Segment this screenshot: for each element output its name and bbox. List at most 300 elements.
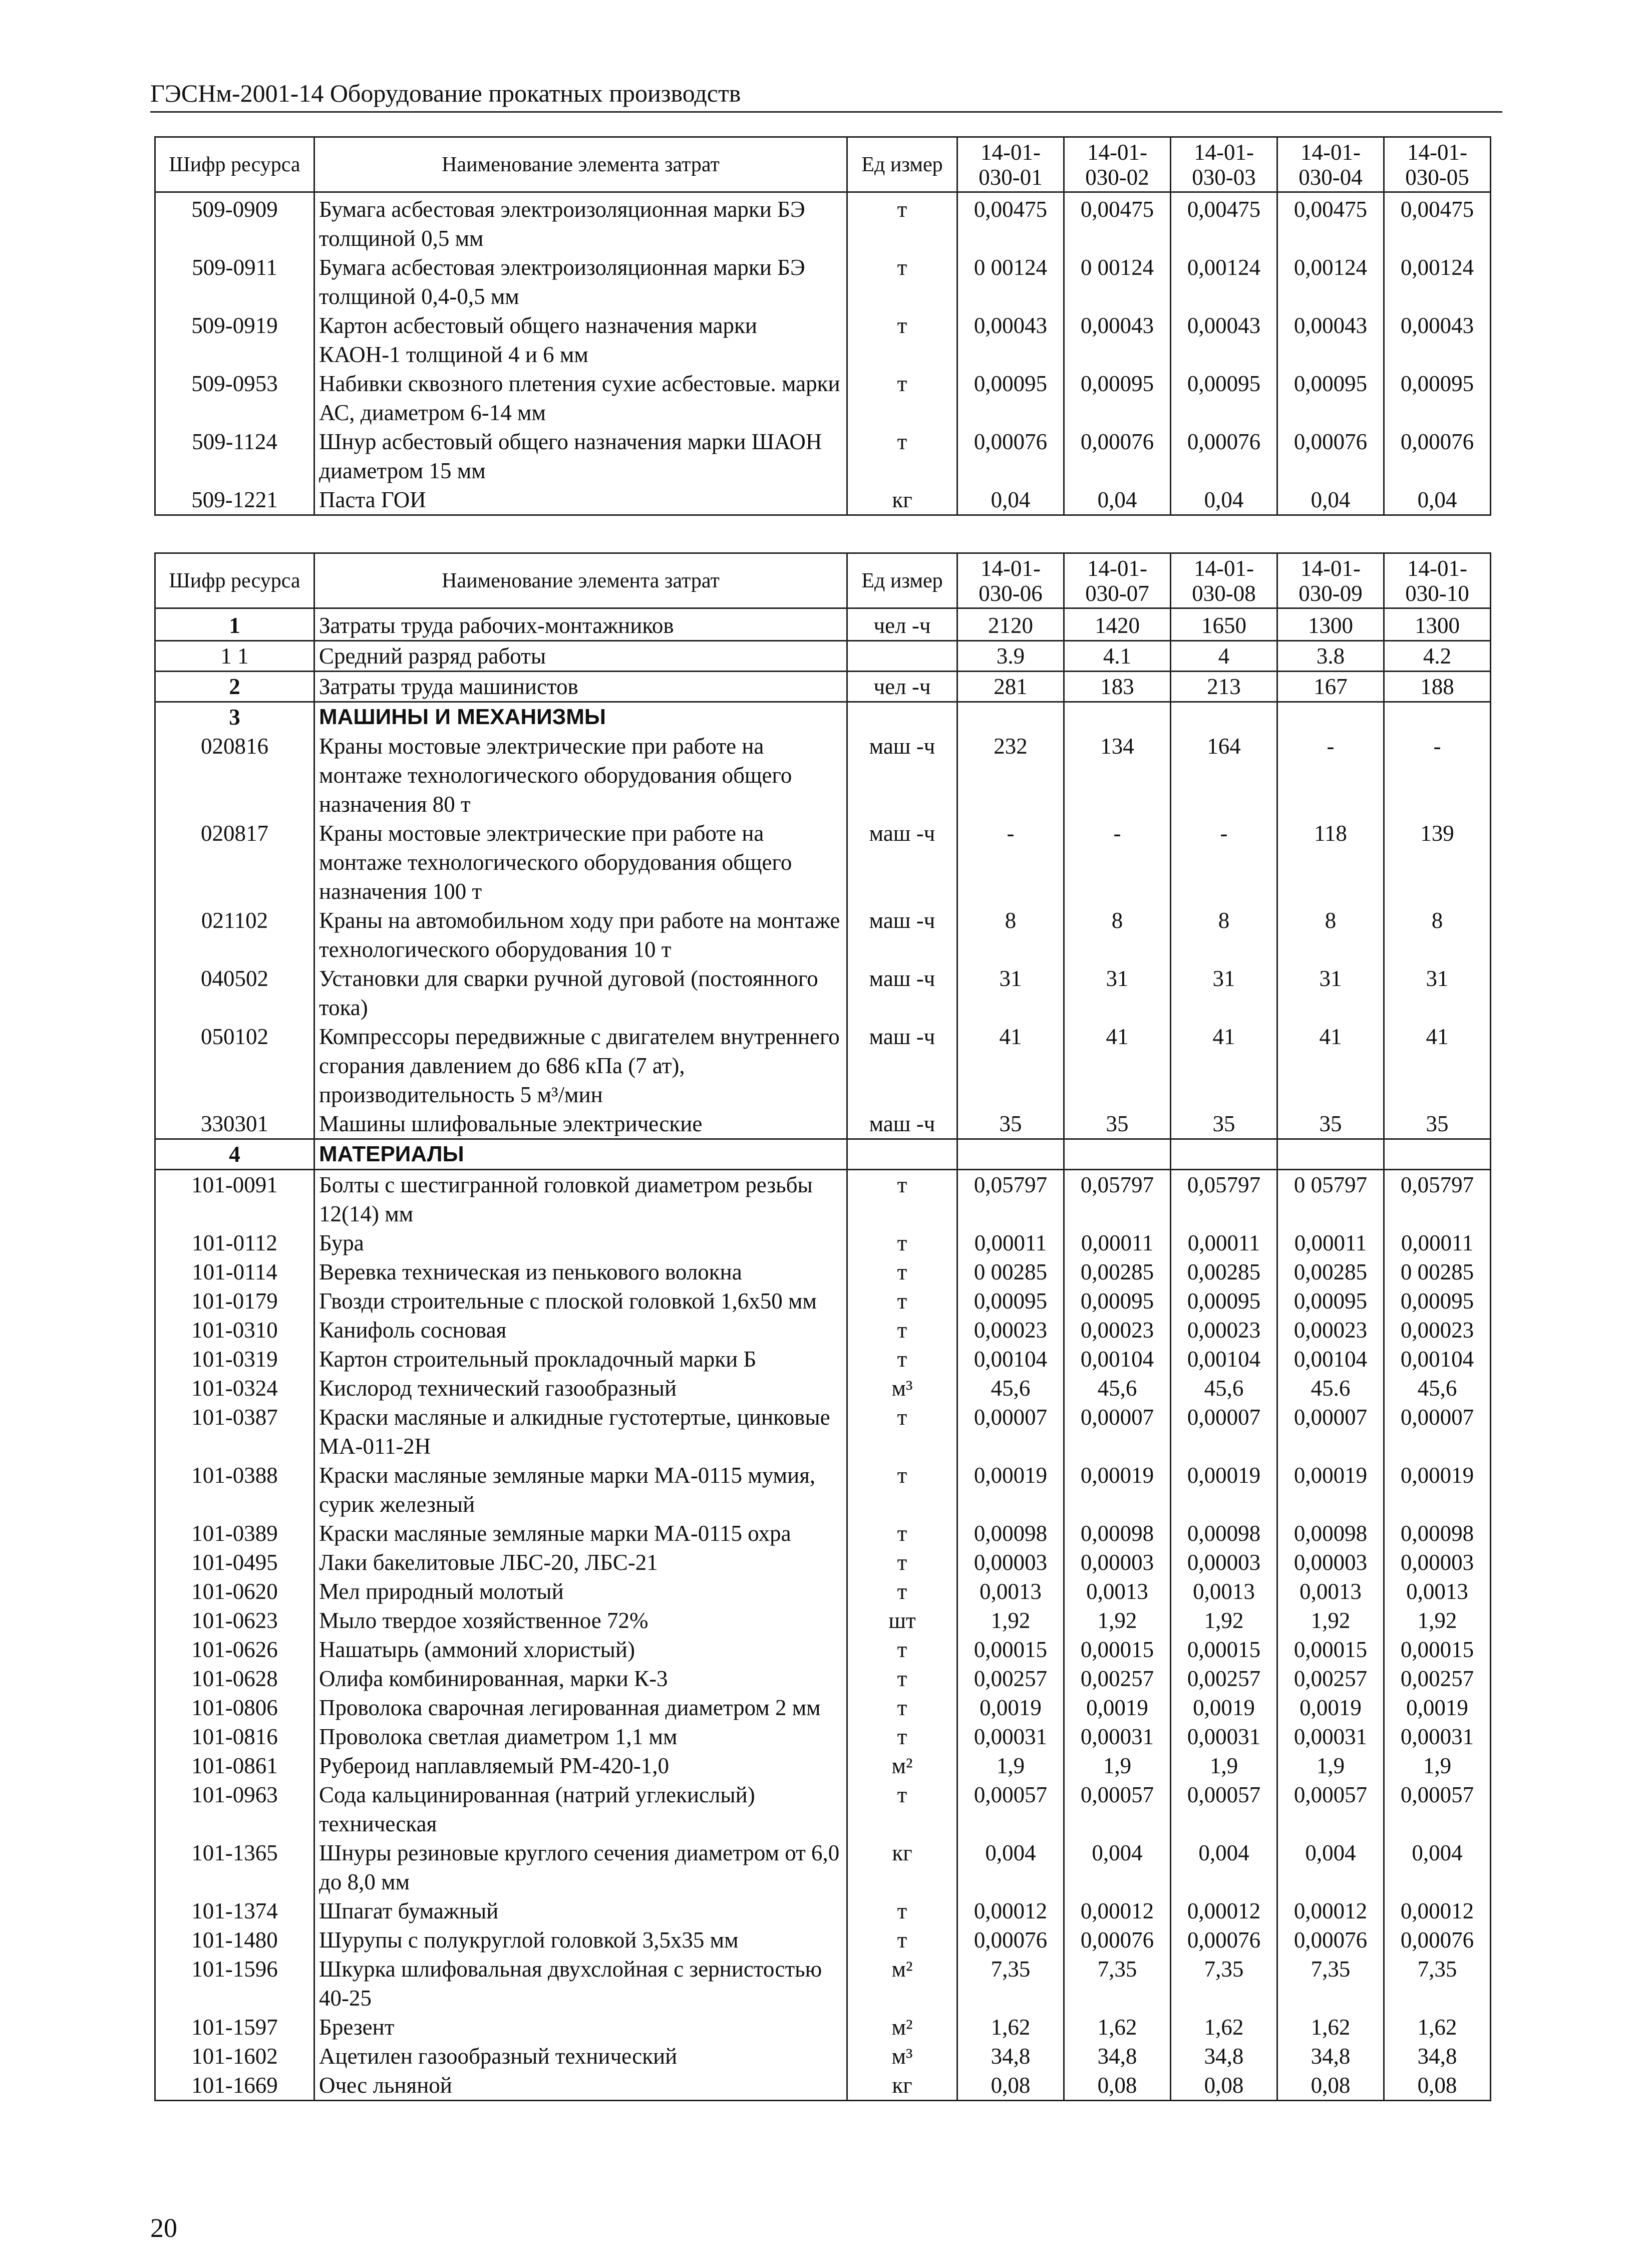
norm-value: 0,08 <box>1064 2071 1171 2101</box>
table-row <box>155 2071 1491 2101</box>
norm-value: 0,00057 <box>1277 1780 1384 1838</box>
unit-of-measure: т <box>847 1896 957 1925</box>
unit-of-measure: м³ <box>847 2042 957 2071</box>
norm-value <box>1064 1139 1171 1170</box>
table-row <box>155 1109 1491 1139</box>
cost-element-name: Краны мостовые электрические при работе на монтаже технологического оборудования общего назначения 100 т <box>314 819 847 906</box>
header-resource-code: Шифр ресурса <box>155 553 314 608</box>
norm-value: - <box>1277 732 1384 819</box>
header-norm-column: 14-01-030-10 <box>1384 553 1491 608</box>
norm-value: 34,8 <box>1384 2042 1491 2071</box>
norm-value: 0,00043 <box>957 311 1064 369</box>
table-row <box>155 1925 1491 1955</box>
norm-value: 1,62 <box>1384 2013 1491 2042</box>
unit-of-measure <box>847 1139 957 1170</box>
unit-of-measure: маш -ч <box>847 1109 957 1139</box>
resource-code: 101-0816 <box>155 1722 314 1751</box>
unit-of-measure: т <box>847 1664 957 1693</box>
section-title: МАШИНЫ И МЕХАНИЗМЫ <box>314 702 847 732</box>
norm-value: 0,00012 <box>1171 1896 1277 1925</box>
norm-value: 0 00124 <box>1064 253 1171 311</box>
cost-element-name: Набивки сквозного плетения сухие асбестовые. марки АС, диаметром 6-14 мм <box>314 369 847 427</box>
norm-value: 0,00475 <box>1064 192 1171 253</box>
norm-value: 0,00011 <box>1277 1228 1384 1257</box>
norm-value: 0,0019 <box>1277 1693 1384 1722</box>
cost-element-name: Паста ГОИ <box>314 485 847 515</box>
norm-value: 0,00019 <box>1064 1461 1171 1519</box>
norm-value: 139 <box>1384 819 1491 906</box>
unit-of-measure: т <box>847 253 957 311</box>
norm-value: 0,0013 <box>1277 1577 1384 1606</box>
table-row <box>155 2042 1491 2071</box>
norm-value: 0,00475 <box>957 192 1064 253</box>
resource-code: 101-0388 <box>155 1461 314 1519</box>
resource-code: 101-1374 <box>155 1896 314 1925</box>
cost-element-name: Очес льняной <box>314 2071 847 2101</box>
norm-value: 34,8 <box>1064 2042 1171 2071</box>
norm-value: 31 <box>1064 964 1171 1022</box>
norm-value: 0,00475 <box>1277 192 1384 253</box>
cost-element-name: Нашатырь (аммоний хлористый) <box>314 1635 847 1664</box>
norm-value: 7,35 <box>957 1955 1064 2013</box>
norm-value: 0,00285 <box>1064 1257 1171 1286</box>
resource-code: 020817 <box>155 819 314 906</box>
cost-element-name: Болты с шестигранной головкой диаметром резьбы 12(14) мм <box>314 1170 847 1229</box>
norm-value: 1,62 <box>957 2013 1064 2042</box>
norm-value: 0,00057 <box>957 1780 1064 1838</box>
table-row <box>155 485 1491 515</box>
cost-element-name: Шнуры резиновые круглого сечения диаметром от 6,0 до 8,0 мм <box>314 1838 847 1896</box>
section-row <box>155 702 1491 732</box>
unit-of-measure: т <box>847 1403 957 1461</box>
norm-value: 0,00019 <box>957 1461 1064 1519</box>
table-row <box>155 1955 1491 2013</box>
resource-code: 101-0310 <box>155 1316 314 1345</box>
norm-value: 4 <box>1171 641 1277 672</box>
cost-element-name: Установки для сварки ручной дуговой (постоянного тока) <box>314 964 847 1022</box>
norm-value: 281 <box>957 672 1064 702</box>
table-row <box>155 672 1491 702</box>
resource-code: 101-0623 <box>155 1606 314 1635</box>
document-header <box>150 75 1502 113</box>
norm-value: 0,00257 <box>1384 1664 1491 1693</box>
norm-value: 0,00057 <box>1171 1780 1277 1838</box>
resource-code: 101-1669 <box>155 2071 314 2101</box>
resource-code: 330301 <box>155 1109 314 1139</box>
unit-of-measure: т <box>847 1925 957 1955</box>
unit-of-measure: т <box>847 1345 957 1374</box>
header-resource-code: Шифр ресурса <box>155 137 314 192</box>
norm-value: 0,00007 <box>1171 1403 1277 1461</box>
norm-value: 0,00011 <box>1171 1228 1277 1257</box>
resource-code: 101-1596 <box>155 1955 314 2013</box>
unit-of-measure: т <box>847 1286 957 1316</box>
header-norm-column: 14-01-030-01 <box>957 137 1064 192</box>
unit-of-measure: т <box>847 427 957 485</box>
header-unit: Ед измер <box>847 553 957 608</box>
norm-value: 0,00031 <box>957 1722 1064 1751</box>
norm-value: 0,00043 <box>1384 311 1491 369</box>
resource-code: 509-1221 <box>155 485 314 515</box>
norm-value: - <box>1064 819 1171 906</box>
norm-value: 0,00012 <box>957 1896 1064 1925</box>
resource-code: 101-0112 <box>155 1228 314 1257</box>
norm-value: 1,9 <box>957 1751 1064 1780</box>
unit-of-measure: т <box>847 1577 957 1606</box>
norm-value: 0,04 <box>1384 485 1491 515</box>
norm-value: 31 <box>1384 964 1491 1022</box>
norm-value: 1300 <box>1384 608 1491 641</box>
norm-value: 0,00124 <box>1171 253 1277 311</box>
header-norm-column: 14-01-030-03 <box>1171 137 1277 192</box>
norm-value: 0,00095 <box>1171 369 1277 427</box>
norm-value: 0,00003 <box>957 1548 1064 1577</box>
cost-element-name: Бумага асбестовая электроизоляционная марки БЭ толщиной 0,4-0,5 мм <box>314 253 847 311</box>
table-row <box>155 641 1491 672</box>
table-row <box>155 1519 1491 1548</box>
norm-value: 0,04 <box>957 485 1064 515</box>
unit-of-measure: т <box>847 1461 957 1519</box>
resource-code: 509-0953 <box>155 369 314 427</box>
norm-value: 0,00012 <box>1064 1896 1171 1925</box>
cost-element-name: Кислород технический газообразный <box>314 1374 847 1403</box>
table-row <box>155 1228 1491 1257</box>
norm-value: 0,00076 <box>1384 427 1491 485</box>
norm-value: 0,0019 <box>1171 1693 1277 1722</box>
table-row <box>155 608 1491 641</box>
norm-value: 0,00015 <box>1171 1635 1277 1664</box>
cost-element-name: Краны на автомобильном ходу при работе на монтаже технологического оборудования 10 т <box>314 906 847 964</box>
norm-value <box>1064 702 1171 732</box>
cost-element-name: Краны мостовые электрические при работе на монтаже технологического оборудования общего назначения 80 т <box>314 732 847 819</box>
norm-value: 41 <box>1171 1022 1277 1109</box>
resource-code: 2 <box>155 672 314 702</box>
unit-of-measure: м² <box>847 1751 957 1780</box>
norm-value: 0 00285 <box>957 1257 1064 1286</box>
norm-value: 0,00015 <box>1384 1635 1491 1664</box>
norm-value: 1,92 <box>1171 1606 1277 1635</box>
norm-value: 118 <box>1277 819 1384 906</box>
document-title: ГЭСНм-2001-14 Оборудование прокатных производств <box>150 79 741 107</box>
cost-element-name: Шнур асбестовый общего назначения марки ШАОН диаметром 15 мм <box>314 427 847 485</box>
cost-element-name: Компрессоры передвижные с двигателем внутреннего сгорания давлением до 686 кПа (7 ат), производительность 5 м³/мин <box>314 1022 847 1109</box>
header-norm-column: 14-01-030-08 <box>1171 553 1277 608</box>
norm-value: 0,08 <box>1384 2071 1491 2101</box>
norm-value: 0,00098 <box>957 1519 1064 1548</box>
norm-value: 2120 <box>957 608 1064 641</box>
resource-code: 101-0389 <box>155 1519 314 1548</box>
table-row <box>155 1286 1491 1316</box>
norm-value: 7,35 <box>1384 1955 1491 2013</box>
unit-of-measure: кг <box>847 1838 957 1896</box>
table-row <box>155 253 1491 311</box>
table-header-row <box>155 137 1491 192</box>
table-row <box>155 1664 1491 1693</box>
norm-value: 232 <box>957 732 1064 819</box>
resource-code: 101-0963 <box>155 1780 314 1838</box>
norm-value: 34,8 <box>1277 2042 1384 2071</box>
resource-code: 509-1124 <box>155 427 314 485</box>
norm-value: 0,08 <box>1171 2071 1277 2101</box>
unit-of-measure: т <box>847 369 957 427</box>
unit-of-measure: т <box>847 1780 957 1838</box>
cost-element-name: Машины шлифовальные электрические <box>314 1109 847 1139</box>
cost-element-name: Бумага асбестовая электроизоляционная марки БЭ толщиной 0,5 мм <box>314 192 847 253</box>
table-row <box>155 1693 1491 1722</box>
table-row <box>155 819 1491 906</box>
unit-of-measure: т <box>847 1316 957 1345</box>
resource-code: 101-1480 <box>155 1925 314 1955</box>
cost-element-name: Сода кальцинированная (натрий углекислый) техническая <box>314 1780 847 1838</box>
unit-of-measure: т <box>847 1228 957 1257</box>
norm-value: 1300 <box>1277 608 1384 641</box>
unit-of-measure: шт <box>847 1606 957 1635</box>
norm-value: 35 <box>957 1109 1064 1139</box>
table-row <box>155 1780 1491 1838</box>
norm-value: 1650 <box>1171 608 1277 641</box>
norm-value: 0,00095 <box>1171 1286 1277 1316</box>
cost-element-name: Краски масляные земляные марки МА-0115 охра <box>314 1519 847 1548</box>
norm-value: 0,00043 <box>1277 311 1384 369</box>
norm-value <box>1384 702 1491 732</box>
header-norm-column: 14-01-030-06 <box>957 553 1064 608</box>
norm-value: 0,004 <box>957 1838 1064 1896</box>
norm-value: 45,6 <box>957 1374 1064 1403</box>
norm-value: 0,004 <box>1384 1838 1491 1896</box>
norm-value: 45,6 <box>1064 1374 1171 1403</box>
norm-value <box>957 702 1064 732</box>
cost-element-name: Краски масляные и алкидные густотертые, цинковые МА-011-2Н <box>314 1403 847 1461</box>
resource-code: 050102 <box>155 1022 314 1109</box>
norm-value <box>1277 702 1384 732</box>
resource-code: 101-0628 <box>155 1664 314 1693</box>
norm-value: 0,00124 <box>1384 253 1491 311</box>
norm-value: 0,00012 <box>1384 1896 1491 1925</box>
norm-value: - <box>1384 732 1491 819</box>
cost-element-name: Картон асбестовый общего назначения марки КАОН-1 толщиной 4 и 6 мм <box>314 311 847 369</box>
norm-value: 0,00076 <box>1171 427 1277 485</box>
norm-value: 0 00124 <box>957 253 1064 311</box>
norm-value: 0 00285 <box>1384 1257 1491 1286</box>
unit-of-measure: м³ <box>847 1374 957 1403</box>
norm-value: 0,00095 <box>1277 1286 1384 1316</box>
norm-value: 0,00031 <box>1171 1722 1277 1751</box>
resource-code: 4 <box>155 1139 314 1170</box>
norm-value: 0,0019 <box>1384 1693 1491 1722</box>
norm-value: 0,0019 <box>1064 1693 1171 1722</box>
cost-element-name: Гвозди строительные с плоской головкой 1,6х50 мм <box>314 1286 847 1316</box>
resource-code: 040502 <box>155 964 314 1022</box>
norm-value: 0,00023 <box>1171 1316 1277 1345</box>
table-row <box>155 1257 1491 1286</box>
norm-value: - <box>1171 819 1277 906</box>
unit-of-measure: маш -ч <box>847 964 957 1022</box>
norm-value: 0,08 <box>1277 2071 1384 2101</box>
unit-of-measure <box>847 641 957 672</box>
norm-value: 0,004 <box>1064 1838 1171 1896</box>
norm-value <box>1277 1139 1384 1170</box>
norm-value: 0,00124 <box>1277 253 1384 311</box>
unit-of-measure: кг <box>847 485 957 515</box>
norm-value: 0,00104 <box>1064 1345 1171 1374</box>
norm-value: 0,00285 <box>1277 1257 1384 1286</box>
resource-table-1 <box>154 136 1491 516</box>
norm-value: 167 <box>1277 672 1384 702</box>
norm-value: 45.6 <box>1277 1374 1384 1403</box>
resource-code: 101-0387 <box>155 1403 314 1461</box>
norm-value: 34,8 <box>1171 2042 1277 2071</box>
norm-value: 41 <box>1064 1022 1171 1109</box>
norm-value: 4.2 <box>1384 641 1491 672</box>
table-row <box>155 427 1491 485</box>
table-row <box>155 732 1491 819</box>
norm-value: 0,00057 <box>1064 1780 1171 1838</box>
unit-of-measure: м² <box>847 2013 957 2042</box>
norm-value: 188 <box>1384 672 1491 702</box>
norm-value: 0,00095 <box>1277 369 1384 427</box>
table-row <box>155 906 1491 964</box>
norm-value: 0,05797 <box>1171 1170 1277 1229</box>
table-row <box>155 369 1491 427</box>
norm-value: 0,05797 <box>957 1170 1064 1229</box>
norm-value: 1420 <box>1064 608 1171 641</box>
table-header-row <box>155 553 1491 608</box>
resource-code: 101-0806 <box>155 1693 314 1722</box>
section-row <box>155 1139 1491 1170</box>
norm-value: 7,35 <box>1064 1955 1171 2013</box>
unit-of-measure: маш -ч <box>847 819 957 906</box>
norm-value: 0,00076 <box>1384 1925 1491 1955</box>
norm-value: 1,92 <box>1384 1606 1491 1635</box>
table-row <box>155 1345 1491 1374</box>
header-norm-column: 14-01-030-09 <box>1277 553 1384 608</box>
header-norm-column: 14-01-030-04 <box>1277 137 1384 192</box>
norm-value: 0,00257 <box>1277 1664 1384 1693</box>
cost-element-name: Лаки бакелитовые ЛБС-20, ЛБС-21 <box>314 1548 847 1577</box>
norm-value: 0,00104 <box>957 1345 1064 1374</box>
norm-value: 1,9 <box>1277 1751 1384 1780</box>
unit-of-measure: маш -ч <box>847 732 957 819</box>
unit-of-measure: маш -ч <box>847 906 957 964</box>
norm-value: 0,0013 <box>957 1577 1064 1606</box>
cost-element-name: Канифоль сосновая <box>314 1316 847 1345</box>
norm-value: 213 <box>1171 672 1277 702</box>
norm-value: 8 <box>1277 906 1384 964</box>
norm-value: 35 <box>1171 1109 1277 1139</box>
norm-value: 4.1 <box>1064 641 1171 672</box>
unit-of-measure: м² <box>847 1955 957 2013</box>
norm-value: 41 <box>957 1022 1064 1109</box>
norm-value: 31 <box>957 964 1064 1022</box>
table-row <box>155 1548 1491 1577</box>
resource-code: 021102 <box>155 906 314 964</box>
resource-code: 509-0919 <box>155 311 314 369</box>
norm-value: 34,8 <box>957 2042 1064 2071</box>
table-row <box>155 1606 1491 1635</box>
norm-value: 7,35 <box>1171 1955 1277 2013</box>
norm-value: 0,00076 <box>1277 1925 1384 1955</box>
resource-code: 101-0495 <box>155 1548 314 1577</box>
norm-value: 8 <box>1171 906 1277 964</box>
norm-value: 1,9 <box>1384 1751 1491 1780</box>
norm-value: 0,00098 <box>1171 1519 1277 1548</box>
norm-value <box>957 1139 1064 1170</box>
resource-code: 101-1365 <box>155 1838 314 1896</box>
resource-code: 1 1 <box>155 641 314 672</box>
norm-value: 0,08 <box>957 2071 1064 2101</box>
norm-value: 31 <box>1171 964 1277 1022</box>
norm-value: 0,0013 <box>1384 1577 1491 1606</box>
norm-value: 1,92 <box>957 1606 1064 1635</box>
resource-code: 101-1602 <box>155 2042 314 2071</box>
table-row <box>155 1403 1491 1461</box>
table-row <box>155 1022 1491 1109</box>
norm-value: 45,6 <box>1384 1374 1491 1403</box>
norm-value: 0,00475 <box>1171 192 1277 253</box>
norm-value: 0,00011 <box>1064 1228 1171 1257</box>
cost-element-name: Картон строительный прокладочный марки Б <box>314 1345 847 1374</box>
table-row <box>155 1838 1491 1896</box>
norm-value: 0,00043 <box>1171 311 1277 369</box>
norm-value: 0,0019 <box>957 1693 1064 1722</box>
resource-code: 020816 <box>155 732 314 819</box>
table-row <box>155 1170 1491 1229</box>
header-norm-column: 14-01-030-02 <box>1064 137 1171 192</box>
section-title: МАТЕРИАЛЫ <box>314 1139 847 1170</box>
unit-of-measure: т <box>847 1519 957 1548</box>
norm-value <box>1384 1139 1491 1170</box>
norm-value: 0,05797 <box>1384 1170 1491 1229</box>
unit-of-measure: т <box>847 311 957 369</box>
norm-value: 0,00019 <box>1171 1461 1277 1519</box>
norm-value: 0,05797 <box>1064 1170 1171 1229</box>
norm-value: 0,00095 <box>1384 369 1491 427</box>
norm-value: 1,9 <box>1064 1751 1171 1780</box>
norm-value: 0,00104 <box>1277 1345 1384 1374</box>
norm-value: 0,00098 <box>1277 1519 1384 1548</box>
resource-code: 1 <box>155 608 314 641</box>
norm-value: 0,00003 <box>1171 1548 1277 1577</box>
norm-value: 0,00023 <box>1277 1316 1384 1345</box>
header-cost-element-name: Наименование элемента затрат <box>314 553 847 608</box>
unit-of-measure: чел -ч <box>847 672 957 702</box>
unit-of-measure: т <box>847 1693 957 1722</box>
resource-code: 101-0091 <box>155 1170 314 1229</box>
table-row <box>155 1374 1491 1403</box>
norm-value: 0,00019 <box>1277 1461 1384 1519</box>
norm-value: 0,00007 <box>1384 1403 1491 1461</box>
norm-value: 0 05797 <box>1277 1170 1384 1229</box>
norm-value: 0,00095 <box>957 1286 1064 1316</box>
norm-value: 134 <box>1064 732 1171 819</box>
norm-value: 0,00007 <box>1277 1403 1384 1461</box>
norm-value: 8 <box>957 906 1064 964</box>
resource-code: 101-0861 <box>155 1751 314 1780</box>
norm-value: 164 <box>1171 732 1277 819</box>
unit-of-measure: т <box>847 1635 957 1664</box>
cost-element-name: Затраты труда машинистов <box>314 672 847 702</box>
resource-table-2 <box>154 552 1491 2101</box>
header-norm-column: 14-01-030-05 <box>1384 137 1491 192</box>
table-row <box>155 1577 1491 1606</box>
norm-value: 0,00475 <box>1384 192 1491 253</box>
cost-element-name: Средний разряд работы <box>314 641 847 672</box>
norm-value: 0,00003 <box>1064 1548 1171 1577</box>
norm-value: 0,04 <box>1064 485 1171 515</box>
resource-code: 101-0319 <box>155 1345 314 1374</box>
norm-value: 35 <box>1384 1109 1491 1139</box>
norm-value: 0,00015 <box>1277 1635 1384 1664</box>
